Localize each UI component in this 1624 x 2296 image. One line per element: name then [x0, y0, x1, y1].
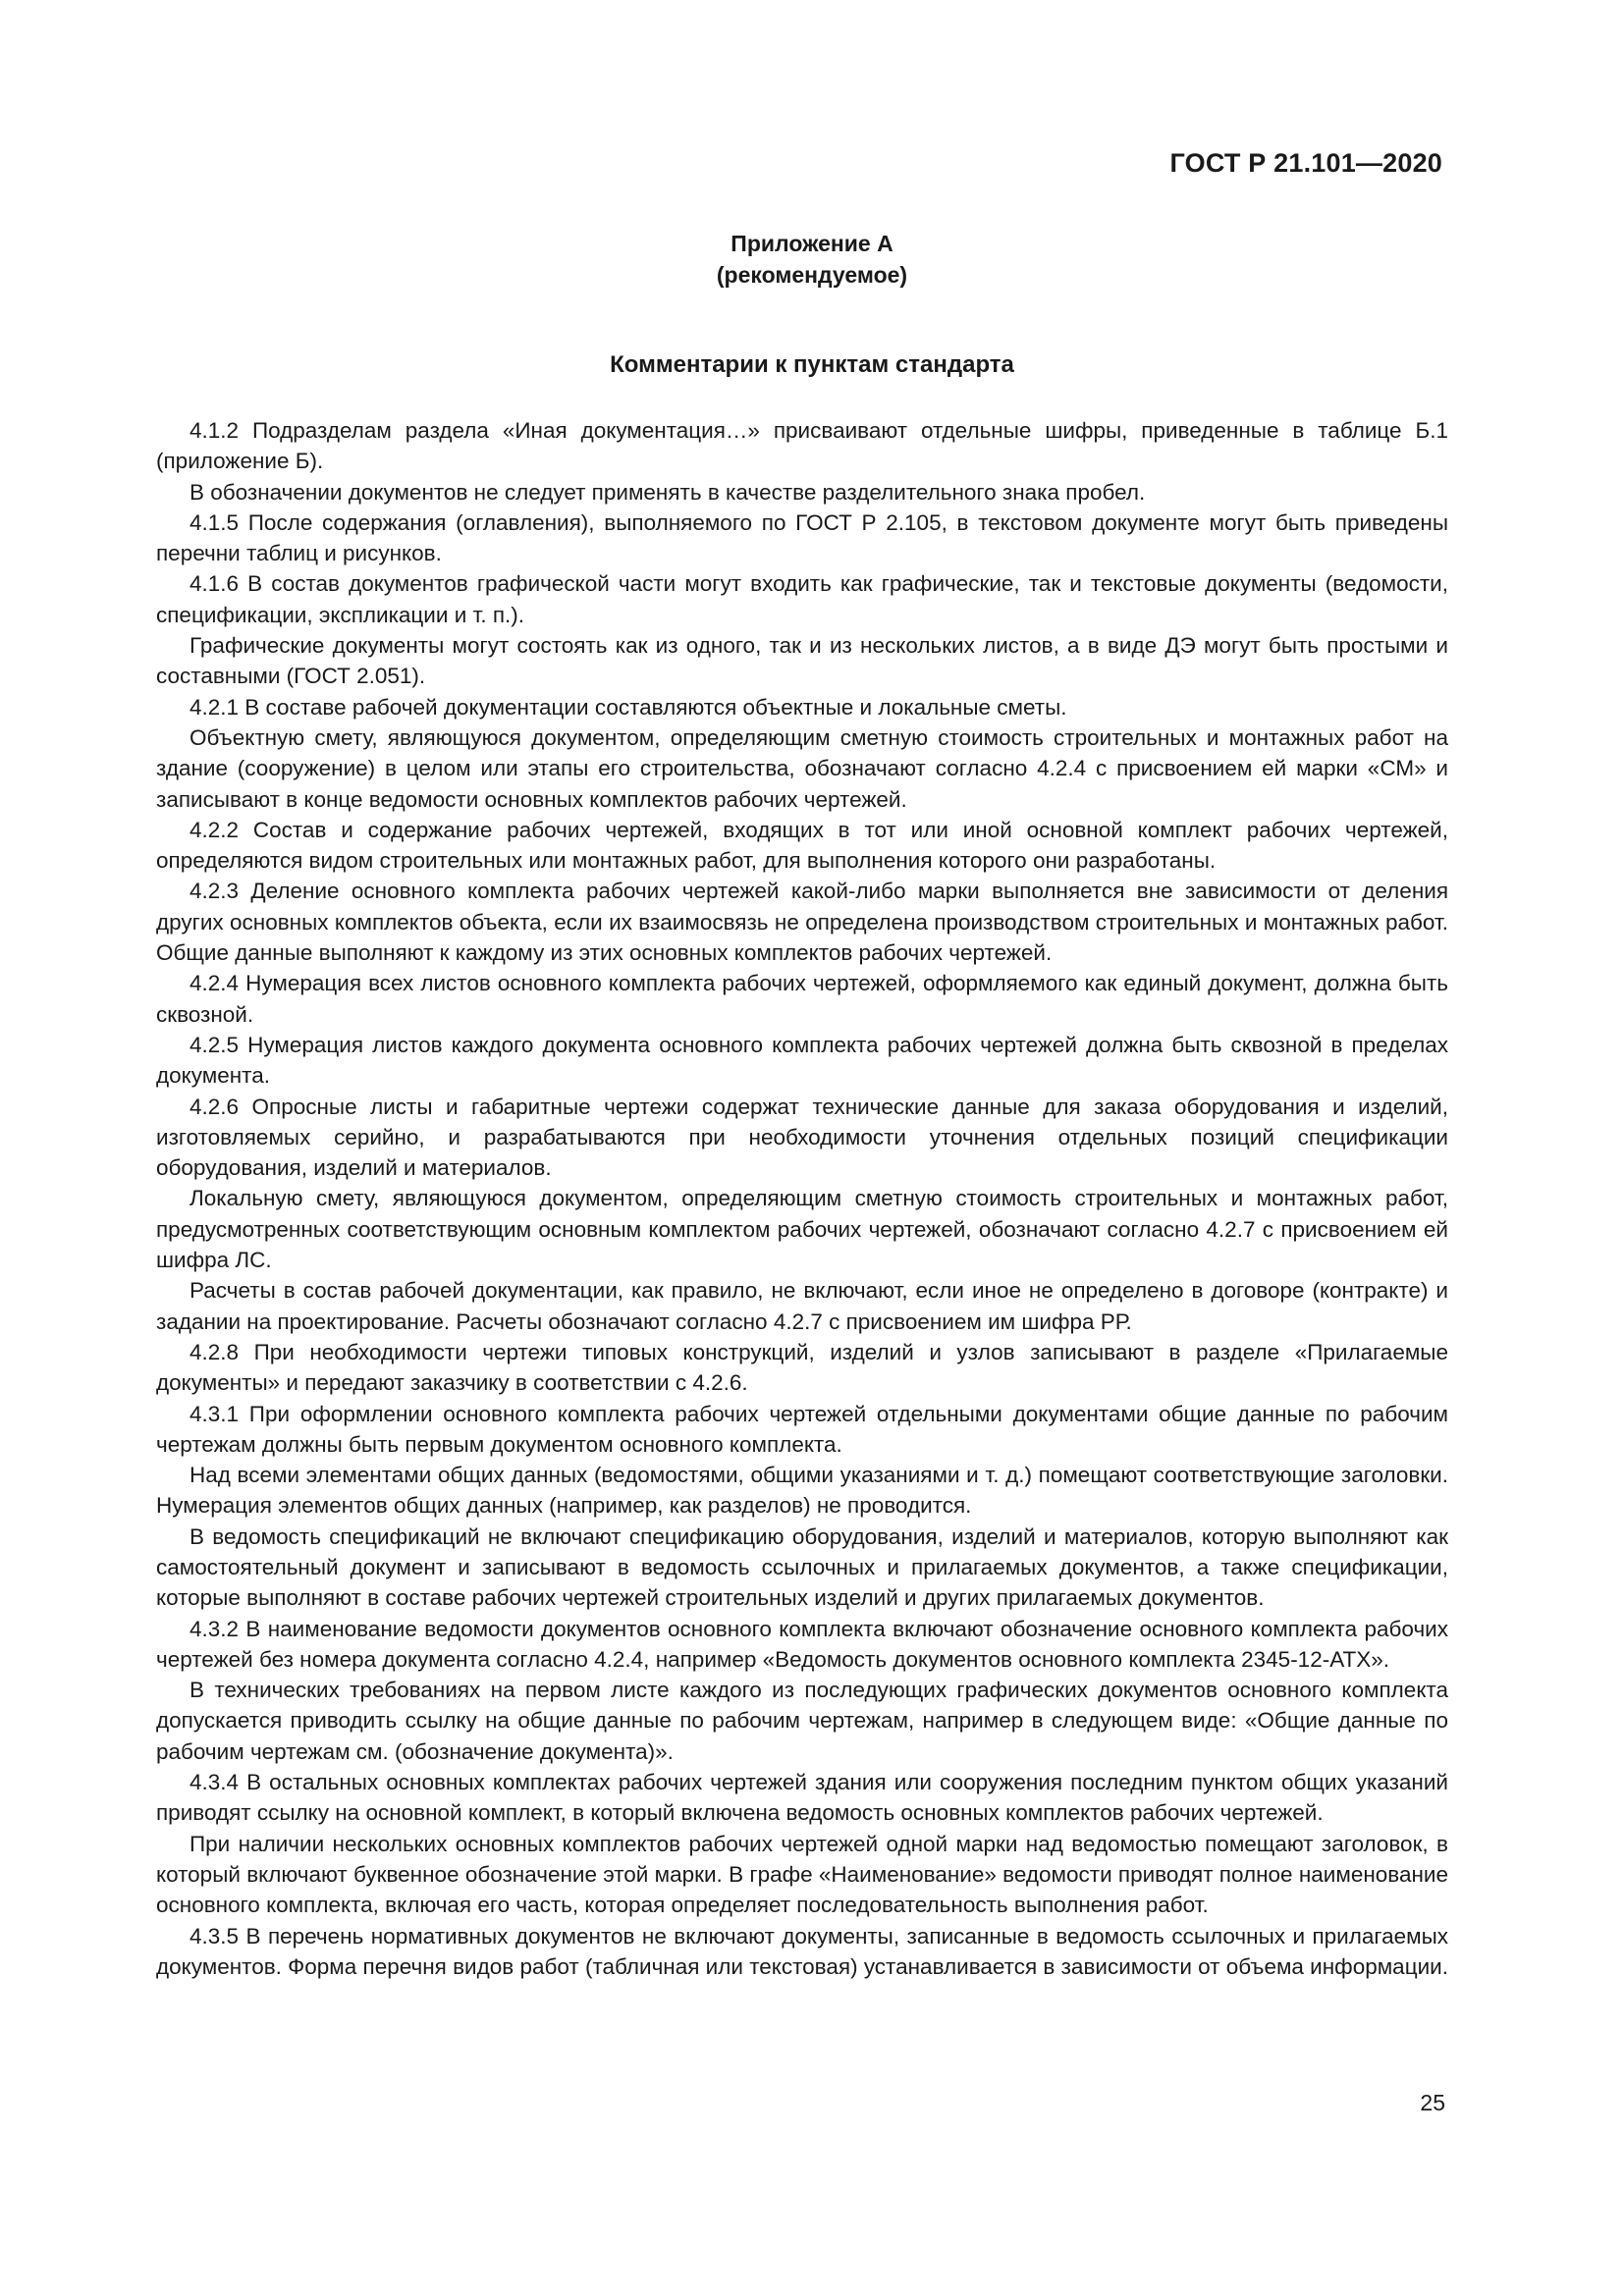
appendix-status: (рекомендуемое) — [716, 262, 908, 288]
paragraph: 4.2.4 Нумерация всех листов основного комплекта рабочих чертежей, оформляемого как единый документ, должна быть сквозной. — [156, 971, 1448, 1027]
paragraph: В обозначении документов не следует применять в качестве разделительного знака пробел. — [189, 479, 1146, 505]
paragraph: 4.1.5 После содержания (оглавления), выполняемого по ГОСТ Р 2.105, в текстовом документе могут быть приведены перечни таблиц и рисунков. — [156, 509, 1448, 566]
page-number: 25 — [1420, 2090, 1445, 2115]
paragraph: 4.3.5 В перечень нормативных документов не включают документы, записанные в ведомость ссылочных и прилагаемых документов. Форма перечня видов работ (табличная или текстовая) устанавливается в зависимости от объема информации. — [156, 1923, 1448, 1979]
paragraph: Графические документы могут состоять как из одного, так и из нескольких листов, а в виде ДЭ могут быть простыми и составными (ГОСТ 2.051). — [156, 633, 1448, 689]
paragraph: Расчеты в состав рабочей документации, как правило, не включают, если иное не определено в договоре (контракте) и задании на проектирование. Расчеты обозначают согласно 4.2.7 с присвоением им шифра РР. — [156, 1278, 1448, 1334]
paragraph: Над всеми элементами общих данных (ведомостями, общими указаниями и т. д.) помещают соответствующие заголовки. Нумерация элементов общих данных (например, как разделов) не проводится. — [156, 1463, 1448, 1519]
paragraph: Объектную смету, являющуюся документом, определяющим сметную стоимость строительных и монтажных работ на здание (сооружение) в целом или этапы его строительства, обозначают согласно 4.2.4 с присвоением ей марки «СМ» и записывают в конце ведомости основных комплектов рабочих чертежей. — [156, 724, 1448, 812]
paragraph: При наличии нескольких основных комплектов рабочих чертежей одной марки над ведомостью помещают заголовок, в который включают буквенное обозначение этой марки. В графе «Наименование» ведомости приводят полное наименование основного комплекта, включая его часть, которая определяет последовательность выполнения работ. — [156, 1831, 1448, 1918]
paragraph: 4.3.2 В наименование ведомости документов основного комплекта включают обозначение основного комплекта рабочих чертежей без номера документа согласно 4.2.4, например «Ведомость документов основного комплекта 2345-12-АТХ». — [156, 1616, 1448, 1672]
document-code: ГОСТ Р 21.101—2020 — [1169, 148, 1442, 178]
paragraph: В технических требованиях на первом листе каждого из последующих графических документов основного комплекта допускается приводить ссылку на общие данные по рабочим чертежам, например в следующем виде: «Общие данные по рабочим чертежам см. (обозначение документа)». — [156, 1678, 1448, 1764]
paragraph: 4.2.1 В составе рабочей документации составляются объектные и локальные сметы. — [189, 694, 1067, 720]
paragraph: 4.3.4 В остальных основных комплектах рабочих чертежей здания или сооружения последним пунктом общих указаний приводят ссылку на основной комплект, в который включена ведомость основных комплектов рабочих чертежей. — [156, 1770, 1448, 1826]
section-title: Комментарии к пунктам стандарта — [610, 351, 1014, 378]
paragraph: 4.3.1 При оформлении основного комплекта рабочих чертежей отдельными документами общие данные по рабочим чертежам должны быть первым документом основного комплекта. — [156, 1401, 1448, 1457]
paragraph: 4.2.6 Опросные листы и габаритные чертежи содержат технические данные для заказа оборудования и изделий, изготовляемых серийно, и разрабатываются при необходимости уточнения отдельных позиций спецификации оборудования, изделий и материалов. — [156, 1094, 1448, 1181]
paragraph: 4.1.6 В состав документов графической части могут входить как графические, так и текстовые документы (ведомости, спецификации, экспликации и т. п.). — [156, 571, 1448, 627]
body-text — [156, 415, 1448, 1982]
paragraph: 4.2.8 При необходимости чертежи типовых конструкций, изделий и узлов записывают в разделе «Прилагаемые документы» и передают заказчику в соответствии с 4.2.6. — [156, 1339, 1448, 1396]
paragraph: 4.2.5 Нумерация листов каждого документа основного комплекта рабочих чертежей должна быть сквозной в пределах документа. — [156, 1032, 1448, 1089]
paragraph: 4.2.3 Деление основного комплекта рабочих чертежей какой-либо марки выполняется вне зависимости от деления других основных комплектов объекта, если их взаимосвязь не определена производством строительных и монтажных работ. Общие данные выполняют к каждому из этих основных комплектов рабочих чертежей. — [156, 879, 1448, 966]
paragraph: Локальную смету, являющуюся документом, определяющим сметную стоимость строительных и монтажных работ, предусмотренных соответствующим основным комплектом рабочих чертежей, обозначают согласно 4.2.7 с присвоением ей шифра ЛС. — [156, 1186, 1448, 1273]
paragraph: 4.1.2 Подразделам раздела «Иная документация…» присваивают отдельные шифры, приведенные в таблице Б.1 (приложение Б). — [156, 418, 1448, 474]
paragraph: 4.2.2 Состав и содержание рабочих чертежей, входящих в тот или иной основной комплект рабочих чертежей, определяются видом строительных или монтажных работ, для выполнения которого они разработаны. — [156, 817, 1448, 874]
appendix-heading — [0, 228, 1624, 291]
appendix-title: Приложение А — [731, 231, 893, 256]
paragraph: В ведомость спецификаций не включают спецификацию оборудования, изделий и материалов, которую выполняют как самостоятельный документ и записывают в ведомость ссылочных и прилагаемых документов, а также спецификации, которые выполняют в составе рабочих чертежей строительных изделий и других прилагаемых документов. — [156, 1523, 1448, 1611]
